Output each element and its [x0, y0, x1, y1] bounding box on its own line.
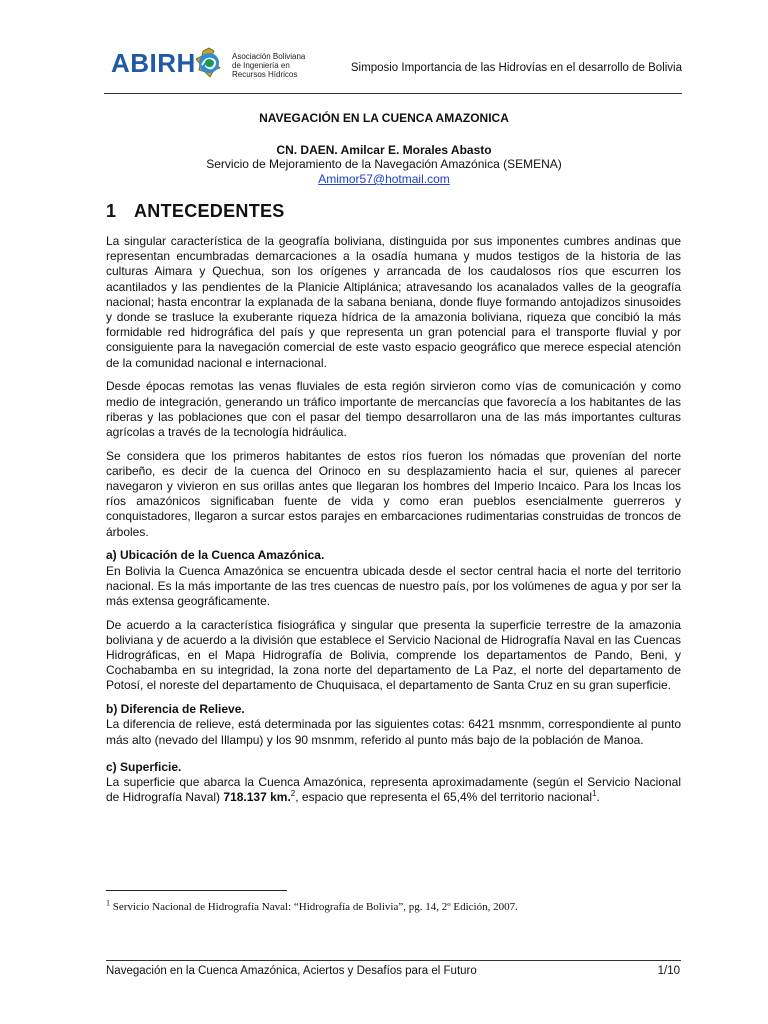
area-value: 718.137 km.: [223, 790, 291, 805]
paragraph: En Bolivia la Cuenca Amazónica se encuentra ubicada desde el sector central hacia el norte del territorio nacional. Es la más importante de las tres cuencas de nuestro país, por los volúmenes de agua y por ser la más extensa geográficamente.: [106, 563, 681, 608]
section-number: 1: [106, 201, 117, 221]
author-affiliation: Servicio de Mejoramiento de la Navegación Amazónica (SEMENA): [206, 157, 562, 171]
superscript: 2: [290, 789, 296, 799]
paragraph: De acuerdo a la característica fisiográfica y singular que presenta la superficie terrestre de la amazonia boliviana y de acuerdo a la división que establece el Servicio Nacional de Hidrografía Naval en las Cuencas Hidrográficas, en el Mapa Hidrografía de Bolivia, comprende los departamentos de Pando, Beni, y Cochabamba en su integridad, la zona norte del departamento de La Paz, el norte del departamento de Potosí, el noreste del departamento de Chuquisaca, el departamento de Santa Cruz en su gran superficie.: [106, 617, 681, 693]
symposium-title: Simposio Importancia de las Hidrovías en el desarrollo de Bolivia: [350, 62, 682, 74]
header-divider: [104, 93, 682, 94]
text-span: .: [596, 790, 600, 805]
logo-subtitle: [232, 52, 322, 79]
abirh-logo: [104, 38, 314, 90]
footer-title: Navegación en la Cuenca Amazónica, Aciertos y Desafíos para el Futuro: [106, 965, 477, 977]
page-header: [104, 38, 682, 94]
logo-sub-line: de Ingeniería en: [232, 61, 290, 70]
section-heading: [106, 201, 285, 222]
text-span: La superficie que abarca la Cuenca Amazónica, representa aproximadamente (según el Servicio Nacional de Hidrografía Naval): [106, 775, 681, 805]
abirh-swirl-logo-icon: [192, 46, 226, 80]
logo-sub-line: Asociación Boliviana: [232, 52, 306, 61]
paper-title: NAVEGACIÓN EN LA CUENCA AMAZONICA: [259, 111, 509, 125]
subsection-title-a: a) Ubicación de la Cuenca Amazónica.: [106, 548, 325, 563]
paragraph-surface: [106, 775, 681, 805]
paragraph: La diferencia de relieve, está determinada por las siguientes cotas: 6421 msnmm, correspondiente al punto más alto (nevado del Illampu) y los 90 msnmm, referido al punto más bajo de la población de Manoa.: [106, 717, 681, 747]
footnote-text: Servicio Nacional de Hidrografía Naval: “Hidrografía de Bolivia”, pg. 14, 2º Edición, 2007.: [110, 901, 518, 913]
footer-divider: [106, 960, 681, 961]
page-number: 1/10: [657, 965, 680, 977]
text-span: , espacio que representa el 65,4% del territorio nacional: [295, 790, 593, 805]
logo-text: ABIRH: [111, 48, 196, 78]
paragraph: Se considera que los primeros habitantes de estos ríos fueron los nómadas que provenían del norte caribeño, es decir de la cuenca del Orinoco en su desplazamiento hacia el sur, quienes al parecer navegaron y vivieron en sus orillas antes que llegaran los hombres del Imperio Incaico. Para los Incas los ríos amazónicos significaban fuente de vida y como eran pueblos esencialmente guerreros y conquistadores, llegaron a surcar estos parajes en embarcaciones rudimentarias construidas de troncos de árboles.: [106, 448, 681, 539]
paragraph: Desde épocas remotas las venas fluviales de esta región sirvieron como vías de comunicación y como medio de integración, generando un tráfico importante de mercancías que favorecía a los habitantes de las riberas y las poblaciones que con el pasar del tiempo desarrollaron una de las más importantes culturas agrícolas a través de la tecnología hidráulica.: [106, 379, 681, 439]
paragraph: La singular característica de la geografía boliviana, distinguida por sus imponentes cumbres andinas que representan encumbradas demarcaciones a la osadía humana y mudos testigos de la historia de las culturas Aimara y Quechua, son los orígenes y arrancada de los caudalosos ríos que escurren los acantilados y las pendientes de la Planicie Altiplánica; atravesando los acanalados valles de la geografía nacional; hasta encontrar la explanada de la sabana beniana, donde fluye formando antojadizos sinusoides y donde se trasluce la exuberante riqueza hídrica de la amazonia boliviana, riqueza que concibió la más formidable red hidrográfica del país y que representa un gran potencial para el transporte fluvial y por consiguiente para la navegación comercial de este vasto espacio geográfico que merece especial atención de la comunidad nacional e internacional.: [106, 234, 681, 370]
body-text: [106, 234, 681, 814]
footnote: [106, 898, 518, 913]
footnote-mark: 1: [106, 898, 110, 908]
author-name: CN. DAEN. Amilcar E. Morales Abasto: [276, 143, 492, 157]
subsection-title-c: c) Superficie.: [106, 759, 182, 774]
footnote-divider: [106, 890, 287, 891]
logo-sub-line: Recursos Hídricos: [232, 70, 298, 79]
section-title: ANTECEDENTES: [134, 201, 285, 221]
footnote-ref[interactable]: 1: [592, 789, 597, 799]
subsection-title-b: b) Diferencia de Relieve.: [106, 702, 245, 717]
email-link[interactable]: Amimor57@hotmail.com: [318, 172, 450, 186]
author-email: [0, 172, 768, 186]
